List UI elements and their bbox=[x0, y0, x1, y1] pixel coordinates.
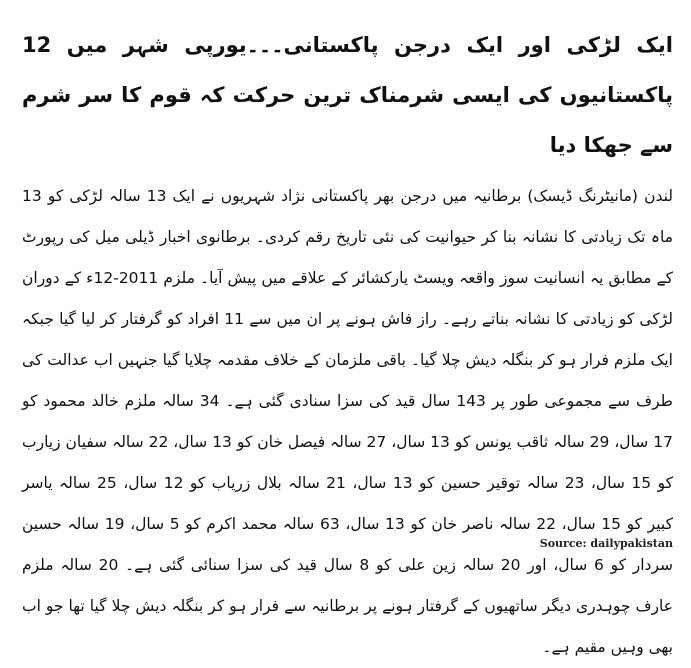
article-body: لندن (مانیٹرنگ ڈیسک) برطانیہ میں درجن بھر پاکستانی نژاد شہریوں نے ایک 13 سالہ لڑکی کو 13 ماہ تک زیادتی کا نشانہ بنا کر حیوانیت کی نئی تاریخ رقم کردی۔ برطانوی اخبار ڈیلی میل کی رپورٹ کے مطابق یہ انسانیت سوز واقعہ ویسٹ یارکشائر کے علاقے میں پیش آیا۔ ملزم 2011-12ء کے دوران لڑکی کو زیادتی کا نشانہ بناتے رہے۔ راز فاش ہونے پر ان میں سے 11 افراد کو گرفتار کر لیا گیا جبکہ ایک ملزم فرار ہو کر بنگلہ دیش چلا گیا۔ باقی ملزمان کے خلاف مقدمہ چلایا گیا جنہیں اب عدالت کی طرف سے مجموعی طور پر 143 سال قید کی سزا سنادی گئی ہے۔ 34 سالہ ملزم خالد محمود کو 17 سال، 29 سالہ ثاقب یونس کو 13 سال، 27 سالہ فیصل خان کو 13 سال، 22 سالہ سفیان زیارب کو 15 سال، 23 سالہ توقیر حسین کو 13 سال، 21 سالہ بلال زریاب کو 12 سال، 25 سالہ یاسر کبیر کو 15 سال، 22 سالہ ناصر خان کو 13 سال، 63 سالہ محمد اکرم کو 5 سال، 19 سالہ حسین سردار کو 6 سال، اور 20 سالہ زین علی کو 8 سال قید کی سزا سنائی گئی ہے۔ 20 سالہ ملزم عارف چوہدری دیگر ساتھیوں کے گرفتار ہونے پر برطانیہ سے فرار ہو کر بنگلہ دیش چلا گیا تھا جو اب بھی وہیں مقیم ہے۔ bbox=[22, 187, 674, 656]
article bbox=[22, 20, 673, 668]
article-headline: ایک لڑکی اور ایک درجن پاکستانی۔۔۔یورپی شہر میں 12 پاکستانیوں کی ایسی شرمناک ترین حرکت کہ قوم کا سر شرم سے جھکا دیا bbox=[22, 33, 673, 157]
source-credit: Source: dailypakistan bbox=[539, 537, 673, 550]
